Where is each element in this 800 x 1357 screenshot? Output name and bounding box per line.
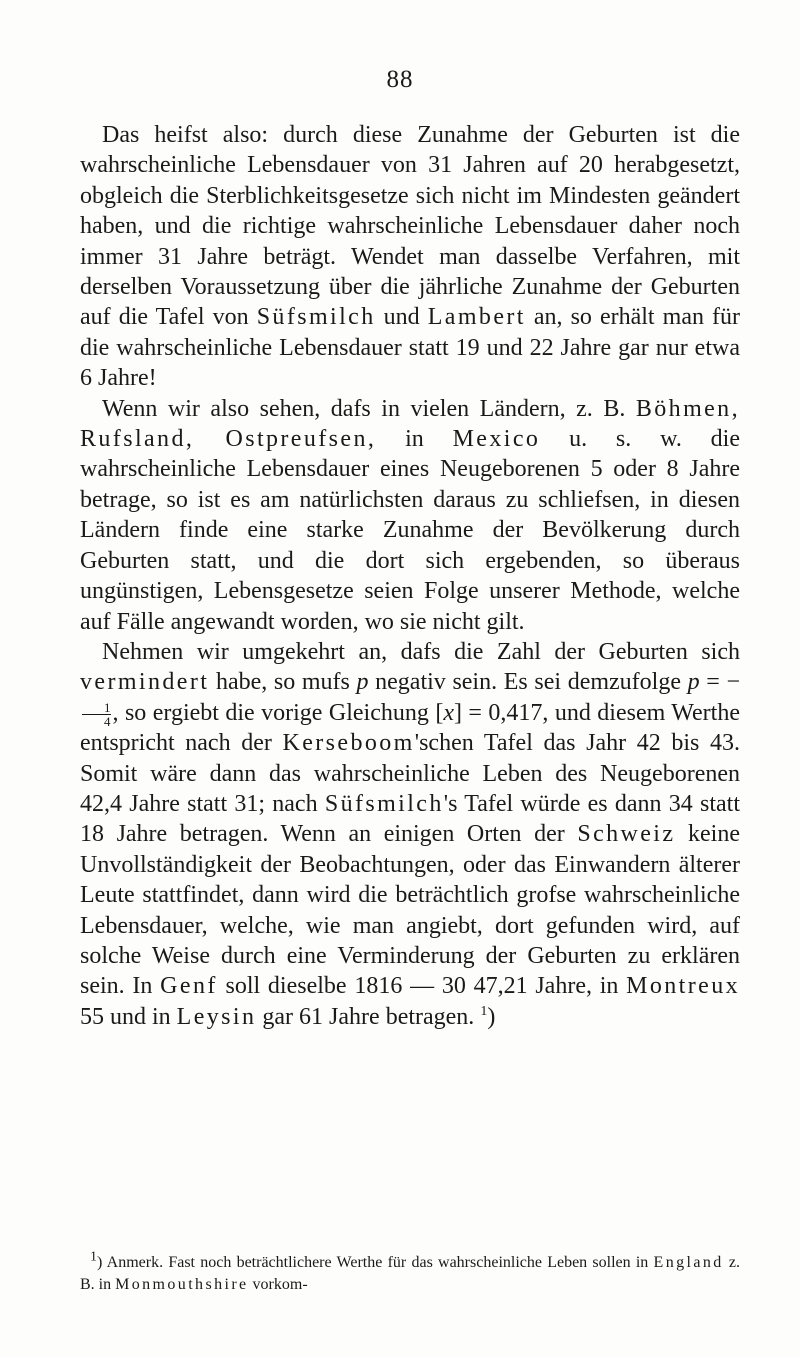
fraction-numerator: 1 <box>82 701 111 715</box>
text-run: ) <box>487 1003 496 1030</box>
countries-emphasis: Böhmen, Rufsland, Ostpreufsen, <box>80 395 740 453</box>
text-run: , so ergiebt die vorige Gleichung [ <box>112 699 444 726</box>
emphasis-vermindert: vermindert <box>80 669 210 696</box>
name-kerseboom: Kerseboom <box>282 730 415 757</box>
text-run: negativ sein. Es sei demzufolge <box>368 669 688 696</box>
footnote-text <box>80 1249 741 1296</box>
fraction-denominator: 4 <box>104 713 111 729</box>
text-run: soll dieselbe 1816 — 30 47,21 Jahre, in <box>217 973 627 1000</box>
country-schweiz: Schweiz <box>577 821 676 848</box>
text-run: und <box>375 304 428 331</box>
place-leysin: Leysin <box>176 1003 257 1030</box>
text-run: keine Unvollständigkeit der Beobachtungen, oder das Einwandern älterer Leute stattfindet, dann wird die beträchtlich grofse wahrscheinliche Lebensdauer, welche, wie man angiebt, dort gefunden wird, auf solche Weise durch eine Verminderung der Geburten zu erklären sein. In <box>80 821 740 1000</box>
footnote-marker: 1 <box>90 1249 97 1265</box>
paragraph-1 <box>80 120 740 394</box>
text-run: z. B. in <box>80 1254 741 1293</box>
text-run: ] = 0,417, und diesem Werthe entspricht nach der <box>80 699 740 757</box>
text-run: an, so erhält man für die wahrscheinliche Lebensdauer statt 19 und 22 Jahre gar nur etwa 6 Jahre! <box>80 304 741 392</box>
name-lambert: Lambert <box>427 304 526 331</box>
variable-p: p <box>687 669 700 696</box>
text-run: vorkom- <box>248 1276 308 1293</box>
text-run: Wenn wir also sehen, dafs in vielen Ländern, z. B. <box>102 395 636 422</box>
text-run: gar 61 Jahre betragen. <box>256 1003 481 1030</box>
paragraph-2 <box>80 394 740 637</box>
footnote <box>80 1249 741 1296</box>
text-run: habe, so mufs <box>209 669 357 696</box>
place-genf: Genf <box>160 973 218 1000</box>
text-run: 's Tafel würde es dann 34 statt 18 Jahre betragen. Wenn an einigen Orten der <box>80 790 741 848</box>
name-suessmilch: Süfsmilch <box>256 304 376 331</box>
name-suessmilch: Süfsmilch <box>324 790 444 817</box>
text-run: 'schen Tafel das Jahr 42 bis 43. Somit wäre dann das wahrscheinliche Leben des Neugeborenen 42,4 Jahre statt 31; nach <box>80 730 741 817</box>
text-run: Nehmen wir umgekehrt an, dafs die Zahl der Geburten sich <box>102 638 740 665</box>
place-monmouthshire: Monmouthshire <box>115 1276 249 1293</box>
text-run: in <box>376 426 453 453</box>
text-run: 55 und in <box>80 1003 177 1030</box>
place-montreux: Montreux <box>626 973 740 1000</box>
variable-x: x <box>443 699 454 726</box>
page-number: 88 <box>386 66 414 93</box>
footnote-reference: 1 <box>480 1003 488 1019</box>
variable-p: p <box>356 669 369 696</box>
country-england: England <box>653 1254 724 1271</box>
fraction-one-quarter <box>82 701 111 728</box>
text-run: ) Anmerk. Fast noch beträchtlichere Werthe für das wahrscheinliche Leben sollen in <box>97 1254 654 1271</box>
country-mexico: Mexico <box>452 426 541 453</box>
paragraph-3 <box>80 637 740 1032</box>
text-run: = − <box>699 669 740 696</box>
text-run: Das heifst also: durch diese Zunahme der Geburten ist die wahrscheinliche Lebensdauer von 31 Jahren auf 20 herabgesetzt, obgleich die Sterblichkeitsgesetze sich nicht im Mindesten geändert haben, und die richtige wahrscheinliche Lebensdauer daher noch immer 31 Jahre beträgt. Wendet man dasselbe Verfahren, mit derselben Voraussetzung über die jährliche Zunahme der Geburten auf die Tafel von <box>80 122 740 331</box>
text-run: u. s. w. die wahrscheinliche Lebensdauer eines Neugeborenen 5 oder 8 Jahre betrage, so ist es am natürlichsten daraus zu schliefsen, in diesen Ländern finde eine starke Zunahme der Bevölkerung durch Geburten statt, und die dort sich ergebenden, so überaus ungünstigen, Lebensgesetze seien Folge unserer Methode, welche auf Fälle angewandt worden, wo sie nicht gilt. <box>80 426 740 635</box>
main-text <box>80 120 740 1032</box>
